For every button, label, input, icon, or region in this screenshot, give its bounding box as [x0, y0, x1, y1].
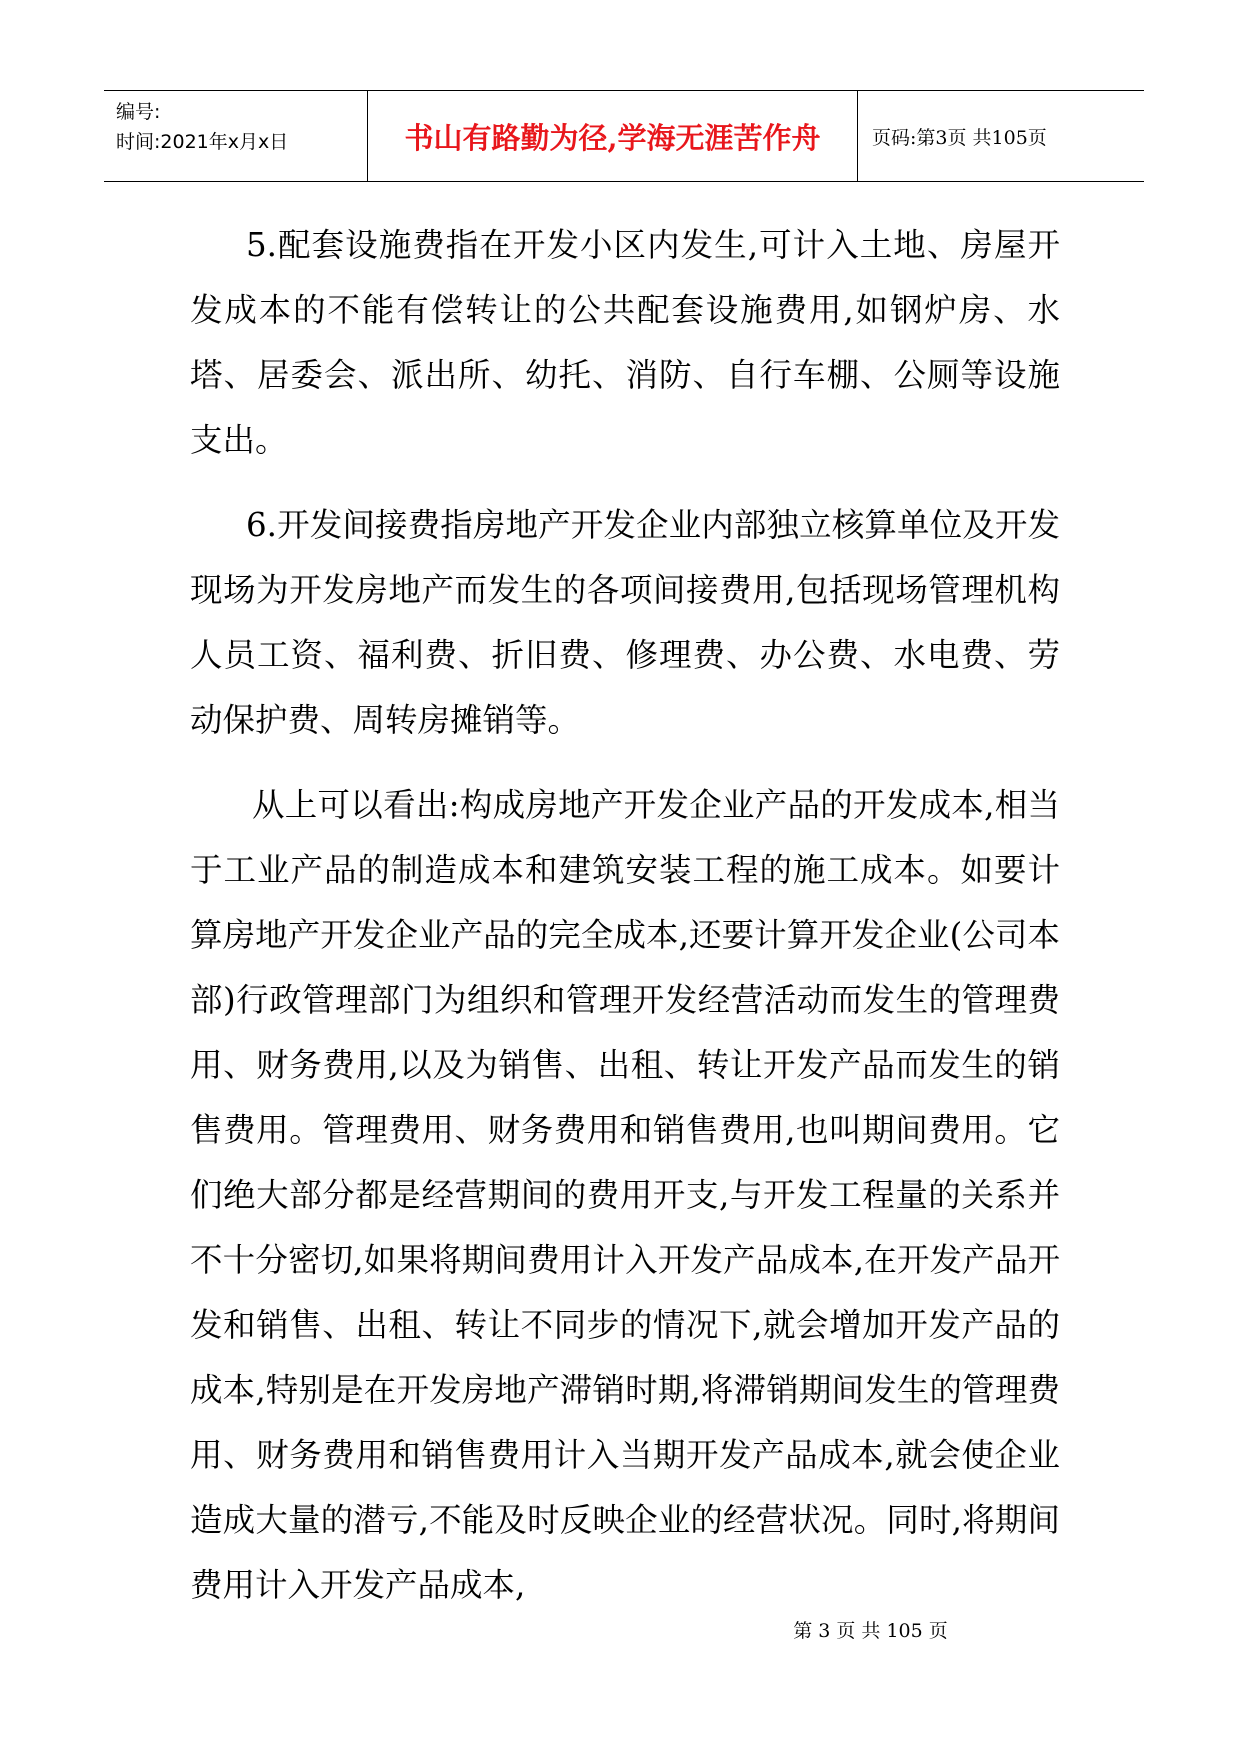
paragraph-indirect-costs: 6.开发间接费指房地产开发企业内部独立核算单位及开发现场为开发房地产而发生的各项间接费用,包括现场管理机构人员工资、福利费、折旧费、修理费、办公费、水电费、劳动保护费、周转房摊销等。: [190, 506, 1060, 739]
document-body: [190, 213, 1060, 1618]
paragraph-conclusion: 从上可以看出:构成房地产开发企业产品的开发成本,相当于工业产品的制造成本和建筑安装工程的施工成本。如要计算房地产开发企业产品的完全成本,还要计算开发企业(公司本部)行政管理部门为组织和管理开发经营活动而发生的管理费用、财务费用,以及为销售、出租、转让开发产品而发生的销售费用。管理费用、财务费用和销售费用,也叫期间费用。它们绝大部分都是经营期间的费用开支,与开发工程量的关系并不十分密切,如果将期间费用计入开发产品成本,在开发产品开发和销售、出租、转让不同步的情况下,就会增加开发产品的成本,特别是在开发房地产滞销时期,将滞销期间发生的管理费用、财务费用和销售费用计入当期开发产品成本,就会使企业造成大量的潜亏,不能及时反映企业的经营状况。同时,将期间费用计入开发产品成本,: [190, 786, 1060, 1604]
time-label: 时间:2021年x月x日: [116, 131, 289, 153]
paragraph-supporting-facilities: 5.配套设施费指在开发小区内发生,可计入土地、房屋开发成本的不能有偿转让的公共配套设施费用,如钢炉房、水塔、居委会、派出所、幼托、消防、自行车棚、公厕等设施支出。: [190, 226, 1060, 459]
header-page-info: 页码:第3页 共105页: [872, 126, 1047, 149]
header-page-cell: [858, 91, 1144, 181]
footer-page-number: 第 3 页 共 105 页: [793, 1620, 948, 1642]
motto-text: 书山有路勤为径,学海无涯苦作舟: [404, 120, 821, 155]
number-label: 编号:: [116, 101, 161, 123]
header-motto-cell: [368, 91, 858, 181]
header-meta-cell: [104, 91, 368, 181]
page-header: [104, 90, 1144, 182]
page-footer: [0, 1616, 1241, 1643]
